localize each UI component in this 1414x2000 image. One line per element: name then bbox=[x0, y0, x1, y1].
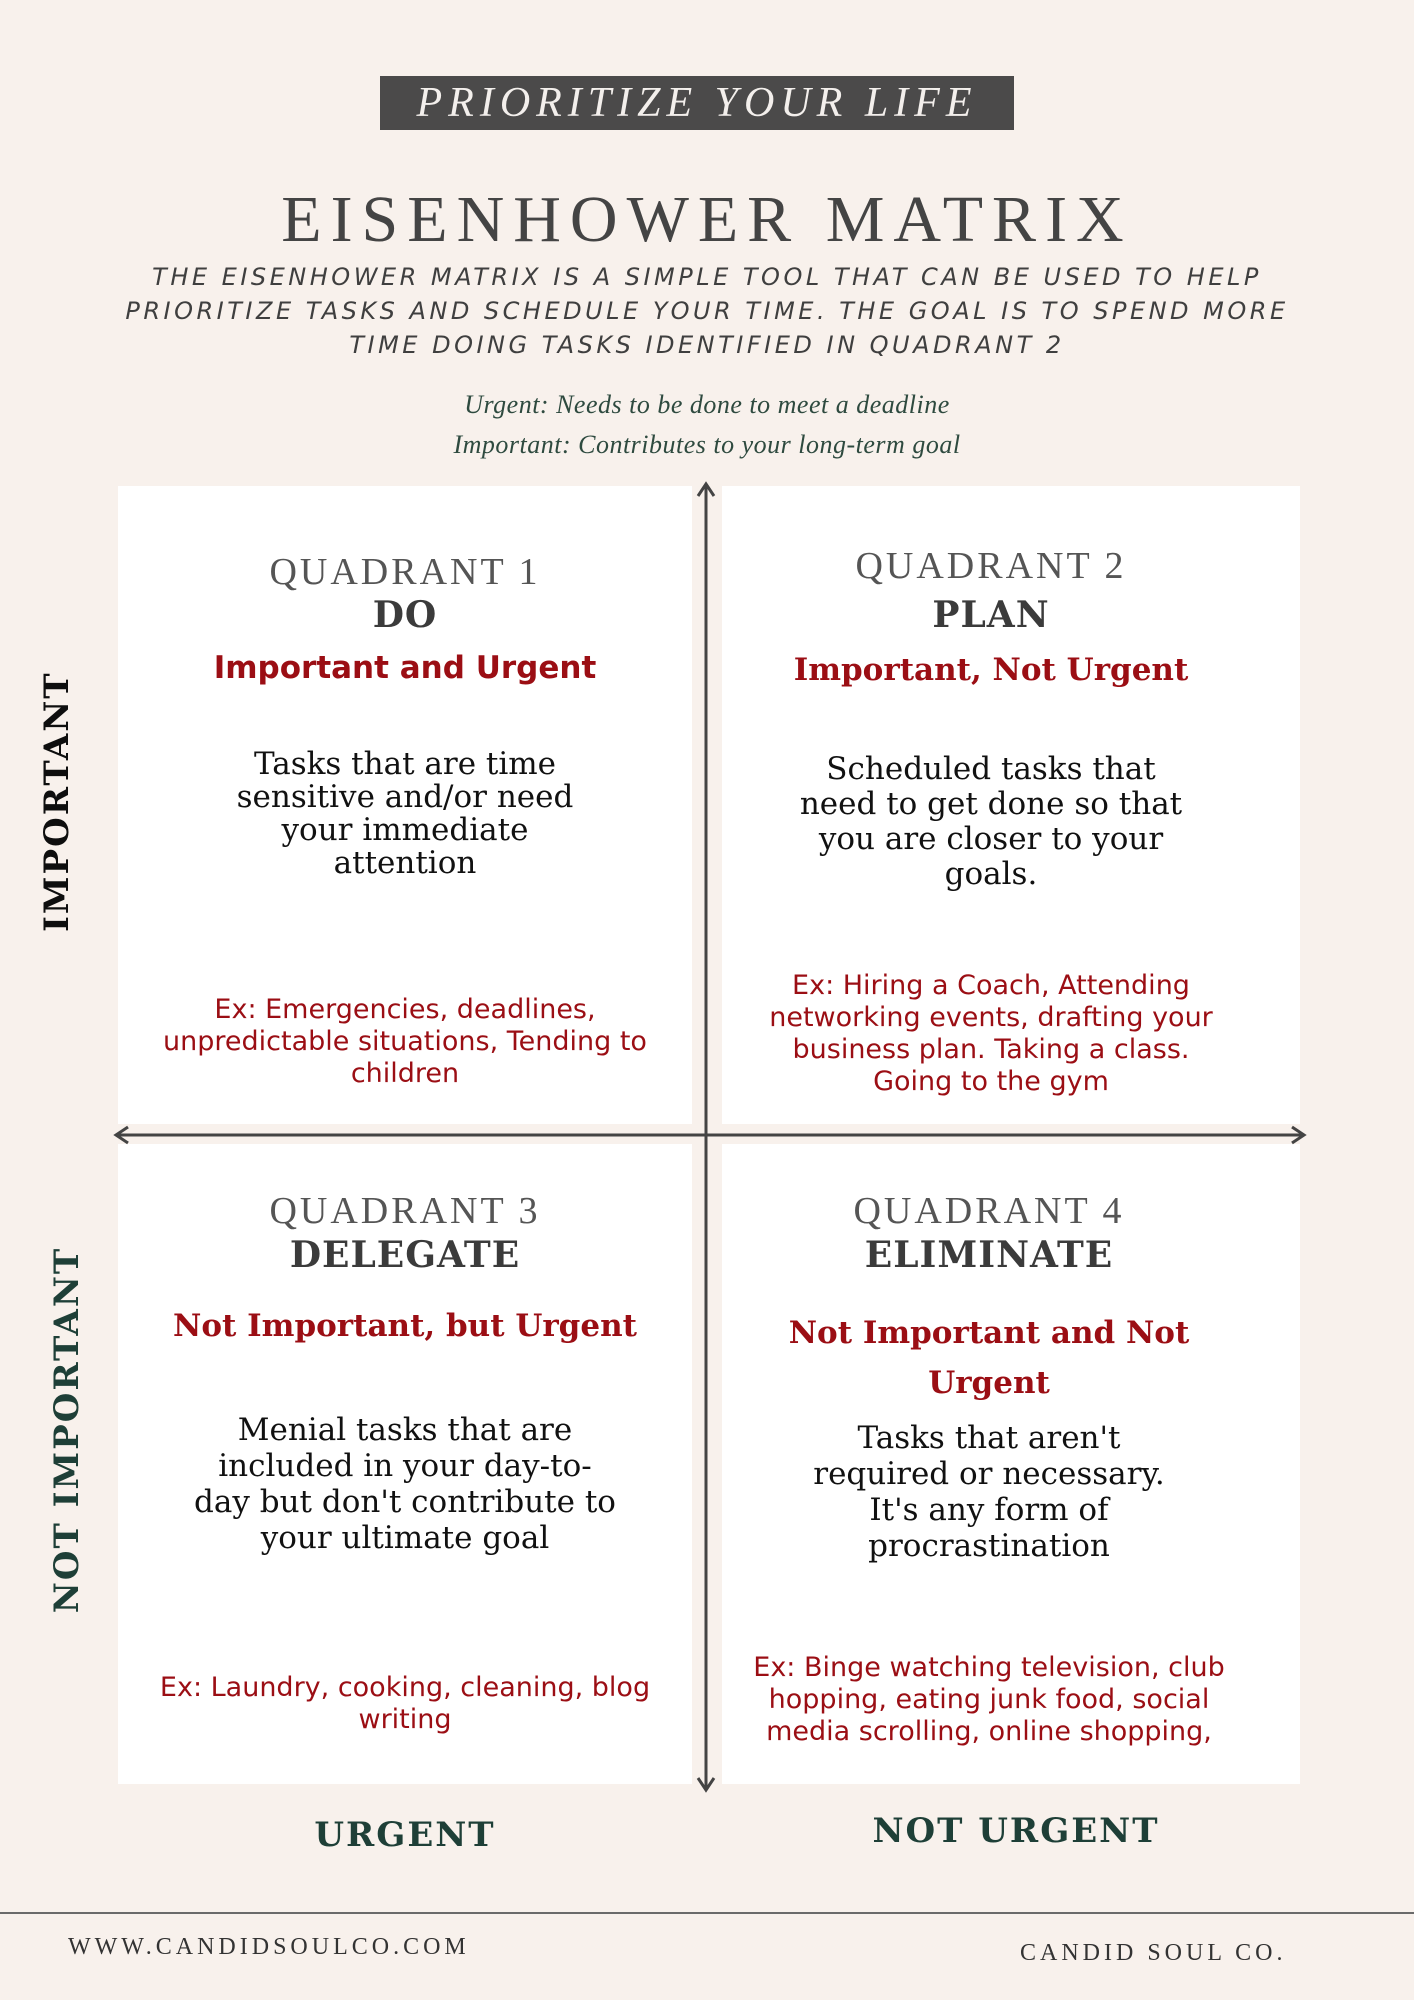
description-line: It's any form of bbox=[869, 1492, 1109, 1528]
description-line: Scheduled tasks that bbox=[826, 751, 1156, 787]
example-line: Going to the gym bbox=[873, 1066, 1109, 1097]
axis-label-not-important: NOT IMPORTANT bbox=[47, 1246, 87, 1614]
axis-label-not-urgent: NOT URGENT bbox=[872, 1811, 1160, 1851]
example-line: media scrolling, online shopping, bbox=[766, 1716, 1212, 1747]
example-line: Ex: Binge watching television, club bbox=[753, 1652, 1225, 1683]
description-line: attention bbox=[333, 845, 477, 881]
description-line: day but don't contribute to bbox=[194, 1484, 616, 1520]
important-definition: Important: Contributes to your long-term goal bbox=[453, 430, 961, 459]
quadrant-category: Not Important, but Urgent bbox=[173, 1308, 637, 1344]
quadrant-action: DO bbox=[372, 594, 438, 636]
intro-line: THE EISENHOWER MATRIX IS A SIMPLE TOOL THAT CAN BE USED TO HELP bbox=[152, 263, 1262, 291]
description-line: your immediate bbox=[281, 812, 529, 848]
intro-line: TIME DOING TASKS IDENTIFIED IN QUADRANT 2 bbox=[349, 331, 1065, 359]
quadrant-number: QUADRANT 4 bbox=[853, 1190, 1125, 1232]
footer-brand: CANDID SOUL CO. bbox=[1020, 1940, 1287, 1966]
quadrant-number: QUADRANT 3 bbox=[269, 1190, 541, 1232]
footer-url-link[interactable]: WWW.CANDIDSOULCO.COM bbox=[68, 1934, 470, 1960]
urgent-definition: Urgent: Needs to be done to meet a deadline bbox=[464, 390, 950, 419]
description-line: required or necessary. bbox=[813, 1456, 1165, 1492]
example-line: Ex: Laundry, cooking, cleaning, blog bbox=[159, 1672, 651, 1703]
footer-divider bbox=[0, 1912, 1414, 1914]
description-line: Tasks that aren't bbox=[857, 1420, 1121, 1456]
example-line: business plan. Taking a class. bbox=[792, 1034, 1190, 1065]
description-line: need to get done so that bbox=[799, 786, 1183, 822]
description-line: included in your day-to- bbox=[218, 1448, 592, 1484]
description-line: sensitive and/or need bbox=[236, 779, 574, 815]
description-line: your ultimate goal bbox=[260, 1520, 550, 1556]
category-line: Not Important and Not bbox=[788, 1315, 1190, 1351]
example-line: writing bbox=[358, 1704, 452, 1735]
example-line: networking events, drafting your bbox=[769, 1002, 1213, 1033]
description-line: Menial tasks that are bbox=[237, 1412, 573, 1448]
axis-label-important: IMPORTANT bbox=[37, 671, 77, 932]
quadrant-action: ELIMINATE bbox=[864, 1234, 1114, 1276]
quadrant-action: PLAN bbox=[932, 594, 1050, 636]
quadrant-category: Important, Not Urgent bbox=[793, 652, 1189, 688]
quadrant-action: DELEGATE bbox=[289, 1234, 521, 1276]
example-line: children bbox=[350, 1058, 460, 1089]
banner-title: PRIORITIZE YOUR LIFE bbox=[380, 76, 1014, 130]
category-line: Urgent bbox=[928, 1365, 1050, 1401]
quadrant-number: QUADRANT 2 bbox=[855, 545, 1127, 587]
axis-label-urgent: URGENT bbox=[314, 1815, 496, 1855]
description-line: Tasks that are time bbox=[253, 746, 557, 782]
description-line: you are closer to your bbox=[818, 821, 1164, 857]
description-line: goals. bbox=[944, 856, 1038, 892]
page-title: EISENHOWER MATRIX bbox=[281, 183, 1133, 256]
quadrant-category: Important and Urgent bbox=[213, 650, 597, 686]
quadrant-number: QUADRANT 1 bbox=[269, 551, 541, 593]
example-line: Ex: Emergencies, deadlines, bbox=[214, 994, 596, 1025]
example-line: Ex: Hiring a Coach, Attending bbox=[792, 970, 1190, 1001]
example-line: unpredictable situations, Tending to bbox=[163, 1026, 647, 1057]
example-line: hopping, eating junk food, social bbox=[768, 1684, 1210, 1715]
horizontal-axis-arrow bbox=[116, 1127, 1304, 1143]
description-line: procrastination bbox=[868, 1528, 1110, 1564]
intro-line: PRIORITIZE TASKS AND SCHEDULE YOUR TIME. THE GOAL IS TO SPEND MORE bbox=[125, 297, 1289, 325]
vertical-axis-arrow bbox=[698, 484, 714, 1790]
